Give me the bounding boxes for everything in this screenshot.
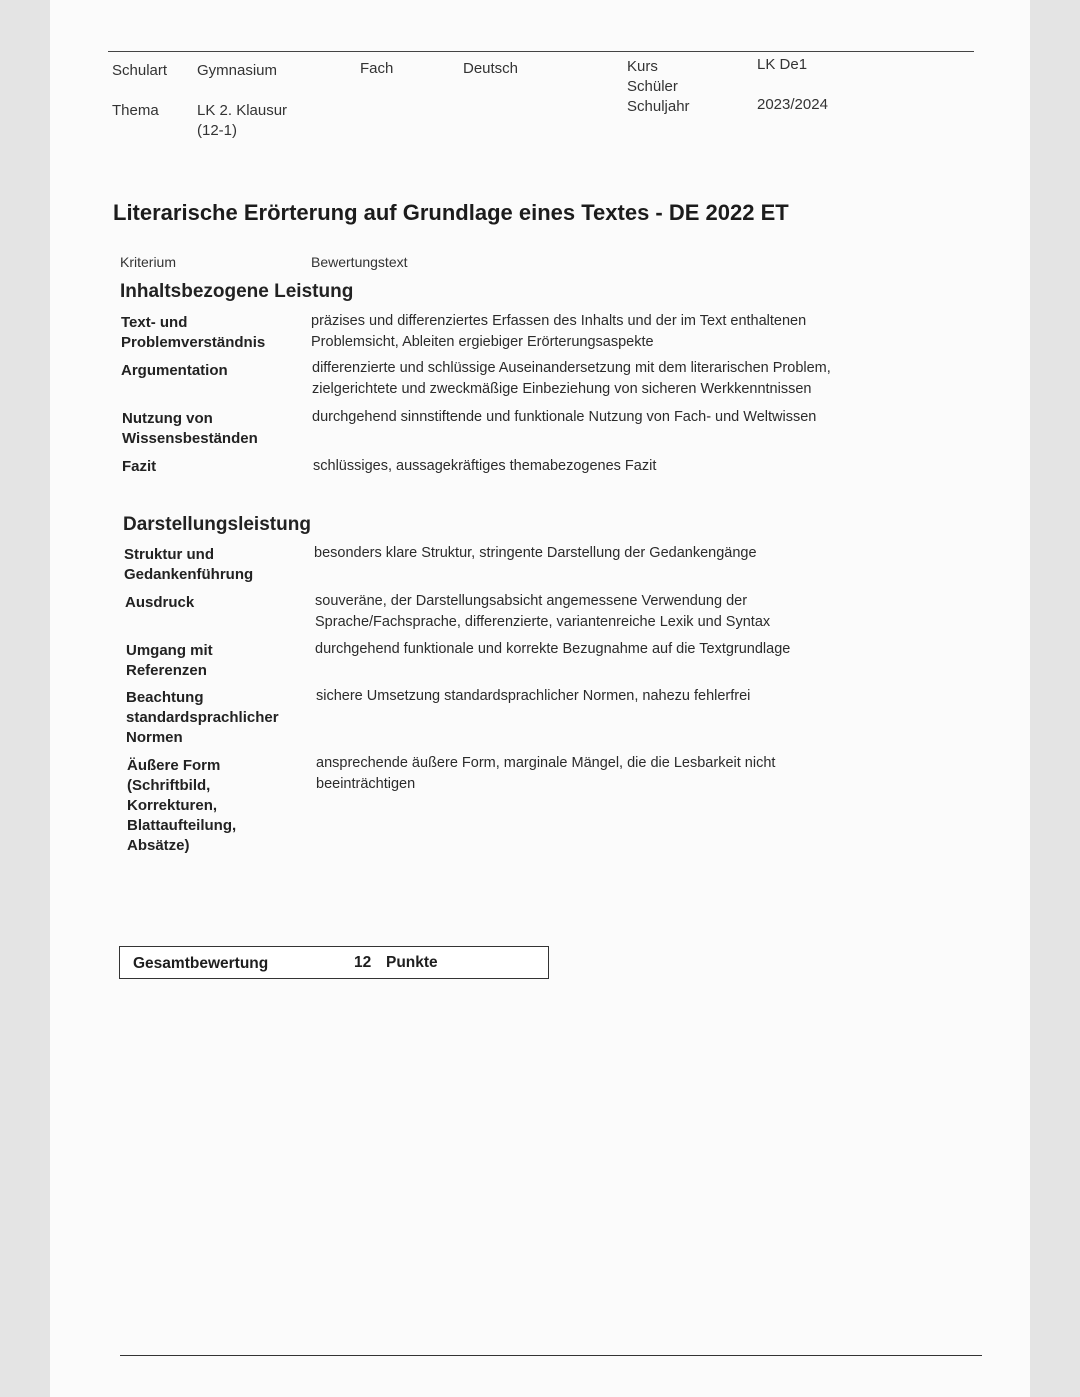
text-line: beeinträchtigen xyxy=(316,776,416,792)
criterion-line: Blattaufteilung, xyxy=(127,817,237,834)
criterion-line: Beachtung xyxy=(126,689,204,706)
total-points: 12 xyxy=(354,954,372,971)
criterion-fazit xyxy=(122,457,156,477)
text-ausdruck xyxy=(315,591,770,633)
criterion-line: Korrekturen, xyxy=(127,797,218,814)
section-heading-inhalt: Inhaltsbezogene Leistung xyxy=(120,281,354,302)
text-aeussere-form xyxy=(316,753,775,795)
text-referenzen xyxy=(315,639,790,660)
text-struktur xyxy=(314,543,757,564)
text-line: Problemsicht, Ableiten ergiebiger Erörterungsaspekte xyxy=(311,334,654,350)
criterion-line: Umgang mit xyxy=(126,642,213,659)
text-line: sichere Umsetzung standardsprachlicher Normen, nahezu fehlerfrei xyxy=(316,688,751,704)
thema-label: Thema xyxy=(112,102,159,119)
header-top-rule xyxy=(108,51,974,52)
criterion-line: Gedankenführung xyxy=(124,566,254,583)
text-line: zielgerichtete und zweckmäßige Einbeziehung von sicheren Werkkenntnissen xyxy=(312,381,812,397)
text-line: souveräne, der Darstellungsabsicht angemessene Verwendung der xyxy=(315,593,748,609)
schuljahr-value: 2023/2024 xyxy=(757,96,828,113)
criterion-wissen xyxy=(122,409,258,449)
text-argumentation xyxy=(312,358,831,400)
schueler-label: Schüler xyxy=(627,78,678,95)
text-text-problem xyxy=(311,311,806,353)
text-line: präzises und differenziertes Erfassen des Inhalts und der im Text enthaltenen xyxy=(311,313,807,329)
thema-value-line2: (12-1) xyxy=(197,122,238,139)
text-line: ansprechende äußere Form, marginale Mängel, die die Lesbarkeit nicht xyxy=(316,755,776,771)
criterion-argumentation xyxy=(121,361,228,381)
criterion-line: Referenzen xyxy=(126,662,207,679)
criterion-line: Ausdruck xyxy=(125,594,195,611)
criterion-line: Problemverständnis xyxy=(121,334,266,351)
criterion-struktur xyxy=(124,545,253,585)
text-line: durchgehend funktionale und korrekte Bezugnahme auf die Textgrundlage xyxy=(315,641,791,657)
criterion-referenzen xyxy=(126,641,213,681)
criterion-line: Äußere Form xyxy=(127,757,221,774)
criterion-line: Normen xyxy=(126,729,183,746)
criterion-line: Wissensbeständen xyxy=(122,430,258,447)
criterion-text-problem xyxy=(121,313,265,353)
criterion-line: Struktur und xyxy=(124,546,214,563)
criterion-line: (Schriftbild, xyxy=(127,777,211,794)
text-fazit xyxy=(313,456,656,477)
criterion-line: Argumentation xyxy=(121,362,228,379)
thema-value-line1: LK 2. Klausur xyxy=(197,102,288,119)
text-line: Sprache/Fachsprache, differenzierte, variantenreiche Lexik und Syntax xyxy=(315,614,771,630)
column-text-heading: Bewertungstext xyxy=(311,254,408,270)
criterion-aeussere-form xyxy=(127,756,236,856)
text-line: besonders klare Struktur, stringente Darstellung der Gedankengänge xyxy=(314,545,757,561)
text-line: durchgehend sinnstiftende und funktionale Nutzung von Fach- und Weltwissen xyxy=(312,409,817,425)
criterion-line: Text- und xyxy=(121,314,188,331)
criterion-line: Nutzung von xyxy=(122,410,213,427)
total-label: Gesamtbewertung xyxy=(133,955,269,972)
criterion-line: Absätze) xyxy=(127,837,190,854)
kurs-value: LK De1 xyxy=(757,56,808,73)
schuljahr-label: Schuljahr xyxy=(627,98,690,115)
section-heading-darstellung: Darstellungsleistung xyxy=(123,514,311,535)
criterion-ausdruck xyxy=(125,593,194,613)
document-title: Literarische Erörterung auf Grundlage eines Textes - DE 2022 ET xyxy=(113,200,789,225)
fach-label: Fach xyxy=(360,60,394,77)
criterion-normen xyxy=(126,688,279,748)
total-unit: Punkte xyxy=(386,954,438,971)
text-wissen xyxy=(312,407,816,428)
text-line: differenzierte und schlüssige Auseinandersetzung mit dem literarischen Problem, xyxy=(312,360,831,376)
column-criterion-heading: Kriterium xyxy=(120,254,177,270)
kurs-label: Kurs xyxy=(627,58,658,75)
footer-rule xyxy=(120,1355,982,1356)
criterion-line: Fazit xyxy=(122,458,157,475)
text-normen xyxy=(316,686,750,707)
schulart-value: Gymnasium xyxy=(197,62,278,79)
schulart-label: Schulart xyxy=(112,62,168,79)
criterion-line: standardsprachlicher xyxy=(126,709,279,726)
text-line: schlüssiges, aussagekräftiges themabezogenes Fazit xyxy=(313,458,657,474)
fach-value: Deutsch xyxy=(463,60,519,77)
